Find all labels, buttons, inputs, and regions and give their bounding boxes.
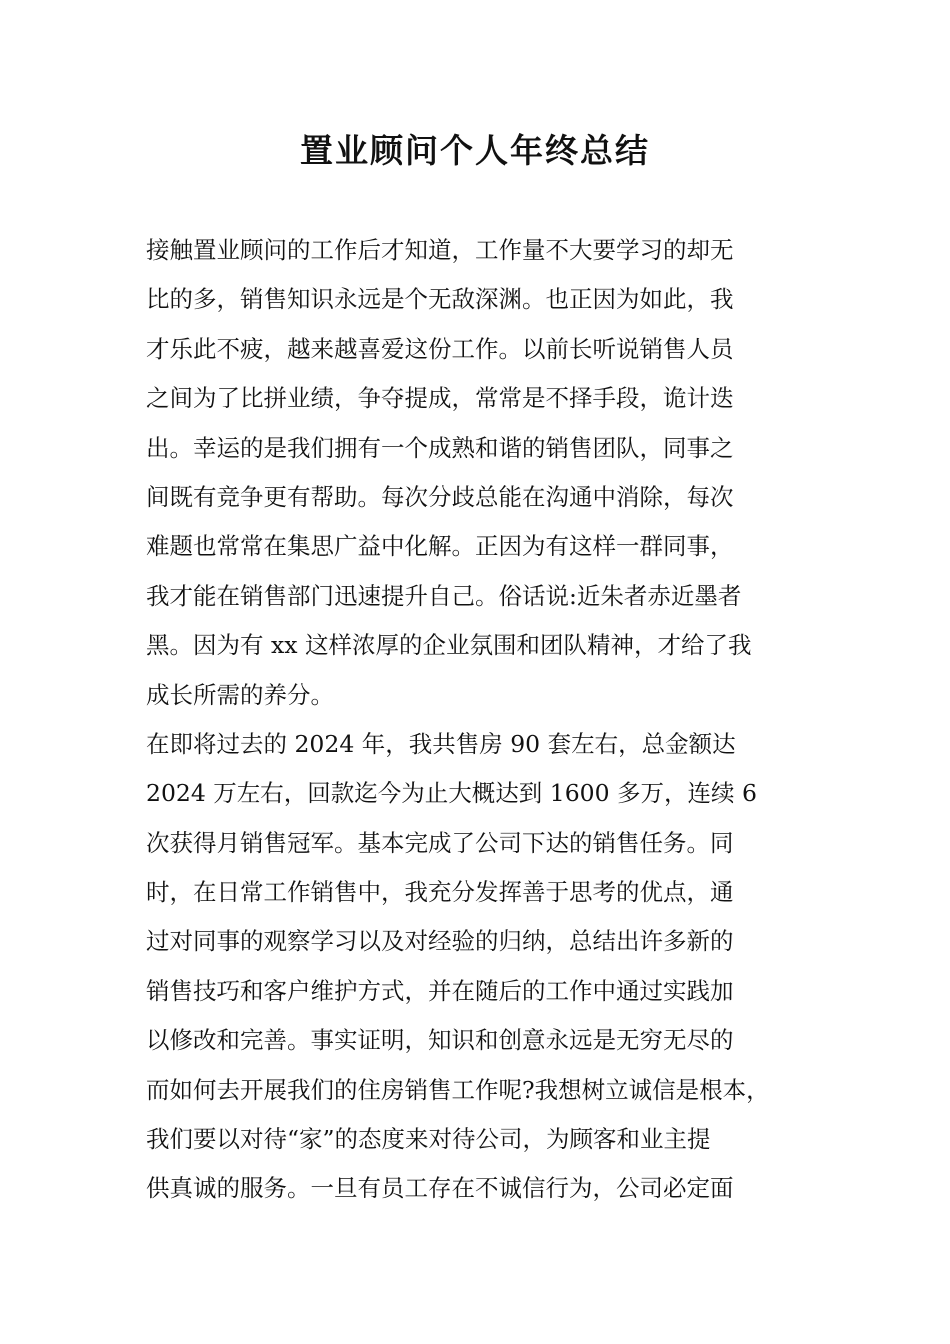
- text-line: 之间为了比拼业绩，争夺提成，常常是不择手段，诡计迭: [146, 384, 734, 413]
- text-line: 难题也常常在集思广益中化解。正因为有这样一群同事，: [146, 532, 734, 561]
- text-line: 成长所需的养分。: [146, 680, 334, 709]
- text-line: 时，在日常工作销售中，我充分发挥善于思考的优点，通: [146, 878, 734, 907]
- text-line: [146, 226, 816, 275]
- document-body: [146, 226, 816, 1214]
- text-line: 次获得月销售冠军。基本完成了公司下达的销售任务。同: [146, 828, 734, 857]
- text-line: 我才能在销售部门迅速提升自己。俗话说:近朱者赤近墨者: [146, 581, 742, 610]
- text-line: 在即将过去的 2024 年，我共售房 90 套左右，总金额达: [146, 729, 736, 758]
- text-line: 销售技巧和客户维护方式，并在随后的工作中通过实践加: [146, 976, 734, 1005]
- text-line: 黑。因为有 xx 这样浓厚的企业氛围和团队精神，才给了我: [146, 631, 752, 660]
- text-line: 才乐此不疲，越来越喜爱这份工作。以前长听说销售人员: [146, 334, 734, 363]
- text-line: 供真诚的服务。一旦有员工存在不诚信行为，公司必定面: [146, 1174, 734, 1203]
- text-line: 出。幸运的是我们拥有一个成熟和谐的销售团队，同事之: [146, 433, 734, 462]
- text-line: 间既有竞争更有帮助。每次分歧总能在沟通中消除，每次: [146, 482, 734, 511]
- text-line: 过对同事的观察学习以及对经验的归纳，总结出许多新的: [146, 927, 734, 956]
- text-line: 以修改和完善。事实证明，知识和创意永远是无穷无尽的: [146, 1026, 734, 1055]
- text-line: 2024 万左右，回款迄今为止大概达到 1600 多万，连续 6: [146, 779, 757, 808]
- text-line-content: 接触置业顾问的工作后才知道，工作量不大要学习的却无: [146, 236, 734, 264]
- text-line: 而如何去开展我们的住房销售工作呢?我想树立诚信是根本，: [146, 1075, 770, 1104]
- text-line: 比的多，销售知识永远是个无敌深渊。也正因为如此，我: [146, 285, 734, 314]
- document-title: 置业顾问个人年终总结: [300, 131, 650, 170]
- text-line: 我们要以对待“家”的态度来对待公司，为顾客和业主提: [146, 1125, 711, 1154]
